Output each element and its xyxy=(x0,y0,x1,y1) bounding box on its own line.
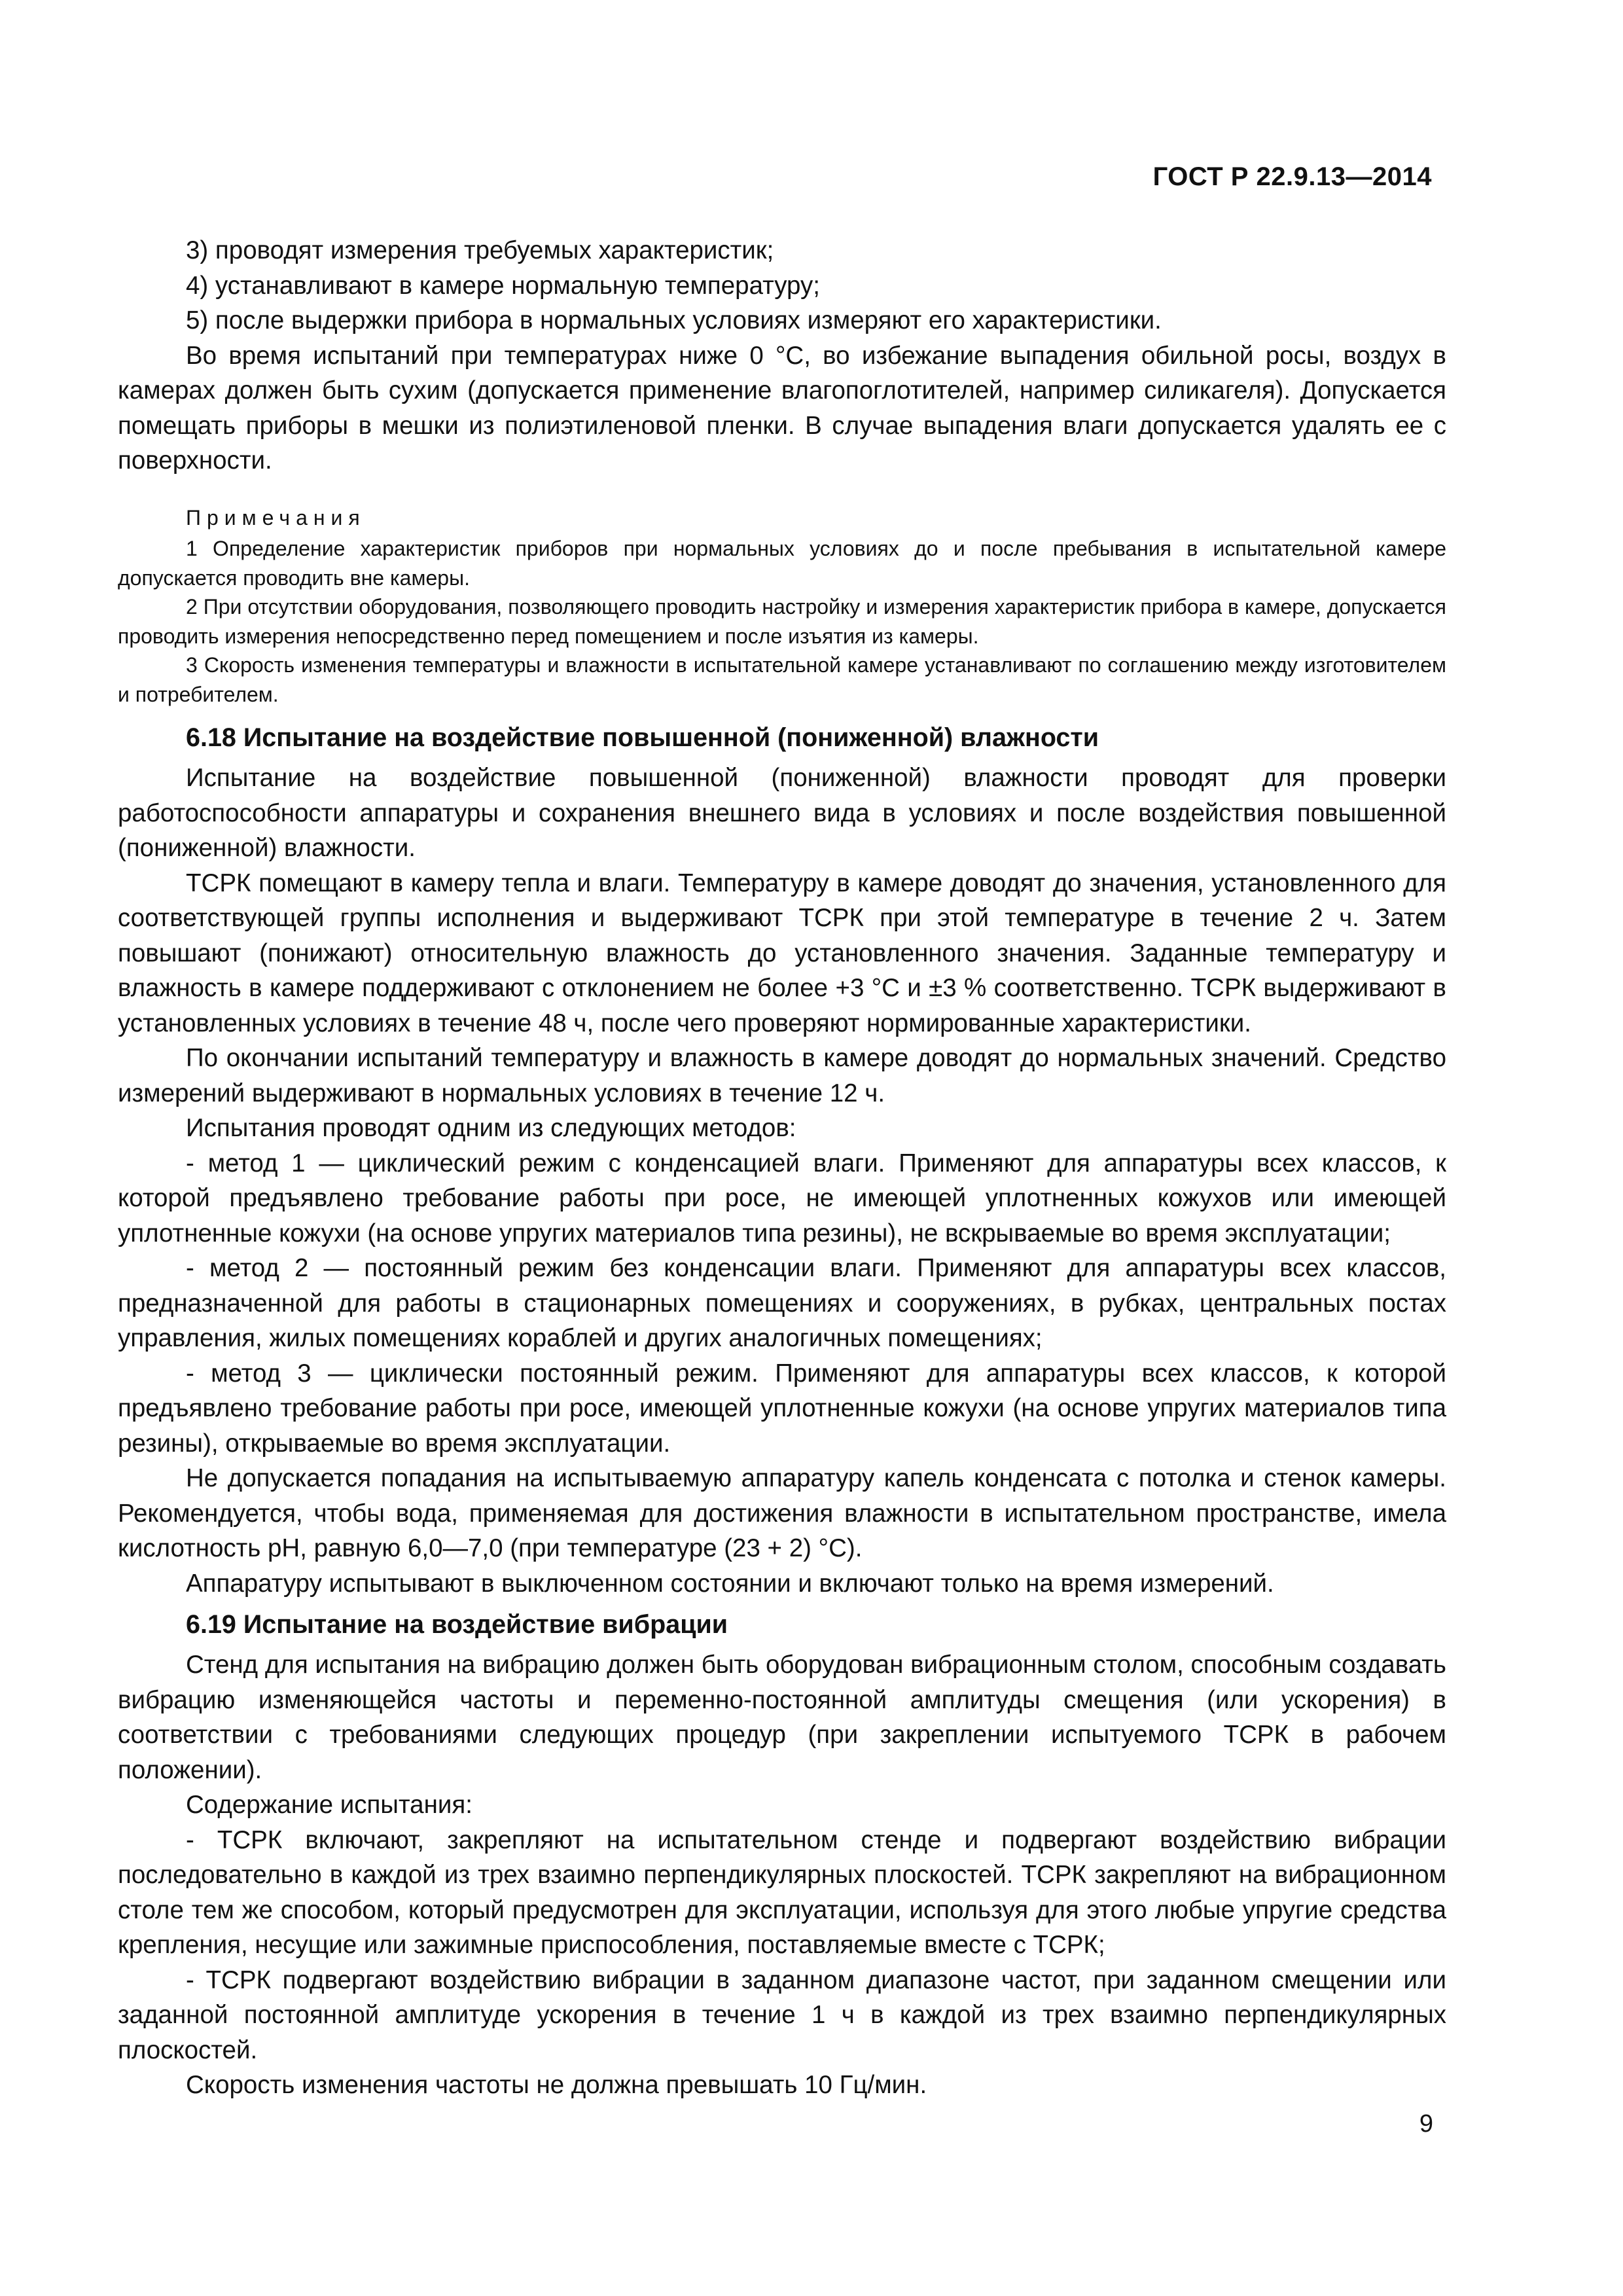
list-item: 3) проводят измерения требуемых характеристик; xyxy=(186,236,774,264)
page-number: 9 xyxy=(1419,2110,1433,2138)
list-item: - ТСРК подвергают воздействию вибрации в заданном диапазоне частот, при заданном смещении или заданной постоянной амплитуде ускорения в течение 1 ч в каждой из трех взаимно перпендикулярных плоскостей. xyxy=(118,1965,1446,2064)
notes-block xyxy=(118,503,1446,709)
paragraph: Испытания проводят одним из следующих методов: xyxy=(186,1114,796,1142)
document-code: ГОСТ Р 22.9.13—2014 xyxy=(1152,162,1432,191)
paragraph: Стенд для испытания на вибрацию должен быть оборудован вибрационным столом, способным создавать вибрацию изменяющейся частоты и переменно-постоянной амплитуды смещения (или ускорения) в соответствии с требованиями следующих процедур (при закреплении испытуемого ТСРК в рабочем положении). xyxy=(118,1651,1446,1784)
paragraph: Не допускается попадания на испытываемую аппаратуру капель конденсата с потолка и стенок камеры. Рекомендуется, чтобы вода, применяемая для достижения влажности в испытательном пространстве, имела кислотность pH, равную 6,0—7,0 (при температуре (23 + 2) °С). xyxy=(118,1464,1446,1562)
paragraph: Скорость изменения частоты не должна превышать 10 Гц/мин. xyxy=(186,2071,927,2099)
notes-title: Примечания xyxy=(186,505,366,529)
paragraph: Содержание испытания: xyxy=(186,1791,473,1819)
list-item: - ТСРК включают, закрепляют на испытательном стенде и подвергают воздействию вибрации последовательно в каждой из трех взаимно перпендикулярных плоскостей. ТСРК закрепляют на вибрационном столе тем же способом, который предусмотрен для эксплуатации, используя для этого любые упругие средства крепления, несущие или зажимные приспособления, поставляемые вместе с ТСРК; xyxy=(118,1825,1446,1959)
paragraph: Во время испытаний при температурах ниже 0 °С, во избежание выпадения обильной росы, воздух в камерах должен быть сухим (допускается применение влагопоглотителей, например силикагеля). Допускается помещать приборы в мешки из полиэтиленовой пленки. В случае выпадения влаги допускается удалять ее с поверхности. xyxy=(118,341,1446,475)
section-heading-6-18: 6.18 Испытание на воздействие повышенной (пониженной) влажности xyxy=(186,723,1099,752)
paragraph: ТСРК помещают в камеру тепла и влаги. Температуру в камере доводят до значения, установленного для соответствующей группы исполнения и выдерживают ТСРК при этой температуре в течение 2 ч. Затем повышают (понижают) относительную влажность до установленного значения. Заданные температуру и влажность в камере поддерживают с отклонением не более +3 °С и ±3 % соответственно. ТСРК выдерживают в установленных условиях в течение 48 ч, после чего проверяют нормированные характеристики. xyxy=(118,869,1446,1037)
note-item: 3 Скорость изменения температуры и влажности в испытательной камере устанавливают по соглашению между изготовителем и потребителем. xyxy=(118,653,1446,706)
paragraph: Испытание на воздействие повышенной (пониженной) влажности проводят для проверки работоспособности аппаратуры и сохранения внешнего вида в условиях и после воздействия повышенной (пониженной) влажности. xyxy=(118,764,1446,862)
method-item: - метод 1 — циклический режим с конденсацией влаги. Применяют для аппаратуры всех классов, к которой предъявлено требование работы при росе, не имеющей уплотненных кожухов или имеющей уплотненные кожухи (на основе упругих материалов типа резины), не вскрываемые во время эксплуатации; xyxy=(118,1149,1446,1247)
paragraph: По окончании испытаний температуру и влажность в камере доводят до нормальных значений. Средство измерений выдерживают в нормальных условиях в течение 12 ч. xyxy=(118,1044,1446,1107)
method-item: - метод 2 — постоянный режим без конденсации влаги. Применяют для аппаратуры всех классов, предназначенной для работы в стационарных помещениях и сооружениях, в рубках, центральных постах управления, жилых помещениях кораблей и других аналогичных помещениях; xyxy=(118,1254,1446,1352)
page-content xyxy=(118,233,1446,2103)
list-item: 4) устанавливают в камере нормальную температуру; xyxy=(186,271,820,300)
note-item: 1 Определение характеристик приборов при нормальных условиях до и после пребывания в испытательной камере допускается проводить вне камеры. xyxy=(118,537,1446,590)
list-item: 5) после выдержки прибора в нормальных условиях измеряют его характеристики. xyxy=(186,306,1162,334)
paragraph: Аппаратуру испытывают в выключенном состоянии и включают только на время измерений. xyxy=(186,1569,1274,1598)
method-item: - метод 3 — циклически постоянный режим. Применяют для аппаратуры всех классов, к которой предъявлено требование работы при росе, имеющей уплотненные кожухи (на основе упругих материалов типа резины), открываемые во время эксплуатации. xyxy=(118,1359,1446,1458)
section-heading-6-19: 6.19 Испытание на воздействие вибрации xyxy=(186,1610,728,1639)
note-item: 2 При отсутствии оборудования, позволяющего проводить настройку и измерения характеристик прибора в камере, допускается проводить измерения непосредственно перед помещением и после изъятия из камеры. xyxy=(118,595,1446,648)
